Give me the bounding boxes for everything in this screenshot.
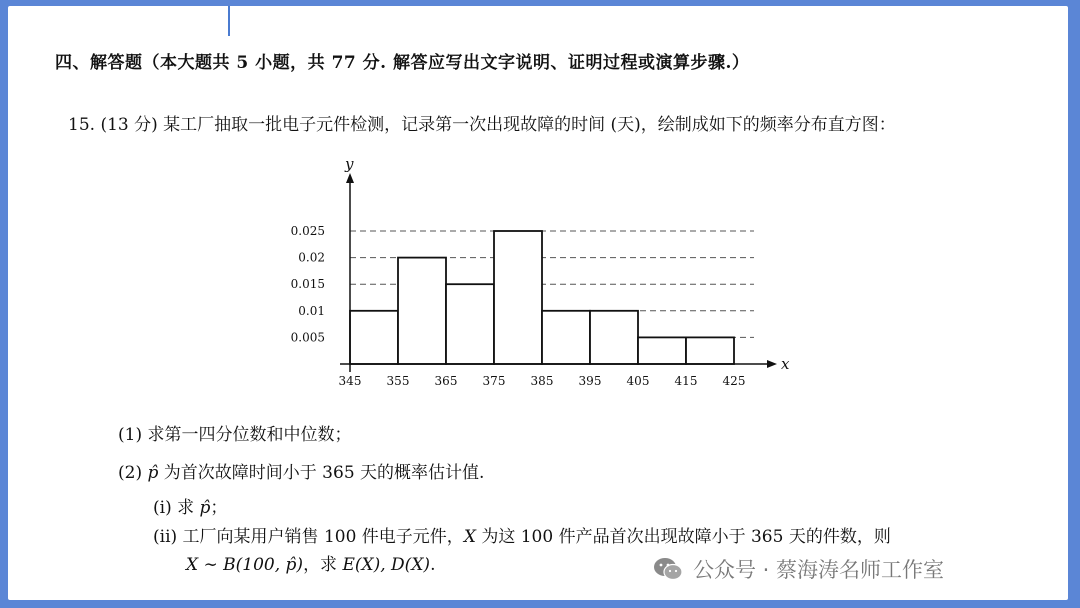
- question-2-phat: p̂: [147, 463, 159, 483]
- document-page: [8, 6, 1068, 600]
- histogram-bar: [398, 258, 446, 364]
- top-divider: [228, 6, 230, 36]
- histogram-bar: [638, 337, 686, 364]
- question-2-ii-text-c: ，求: [303, 555, 343, 575]
- question-2-i: [153, 493, 227, 518]
- problem-statement: 15. (13 分) 某工厂抽取一批电子元件检测，记录第一次出现故障的时间 (天)，绘制成如下的频率分布直方图：: [68, 115, 896, 135]
- x-tick-label: 415: [674, 374, 698, 388]
- x-tick-label: 345: [338, 374, 362, 388]
- watermark: [653, 554, 944, 584]
- histogram-bar: [350, 311, 398, 364]
- question-2-ii-text-a: (ii) 工厂向某用户销售 100 件电子元件，: [153, 527, 464, 547]
- x-axis-label: x: [781, 355, 790, 373]
- y-tick-label: 0.015: [290, 277, 325, 292]
- histogram-bar: [494, 231, 542, 364]
- question-2-ii-x: X: [463, 527, 476, 547]
- question-1: (1) 求第一四分位数和中位数；: [118, 425, 352, 445]
- question-2-i-phat: p̂: [199, 498, 211, 518]
- question-2-ii-distribution: X ∼ B(100, p̂): [186, 555, 304, 575]
- x-tick-label: 405: [626, 374, 650, 388]
- question-2-ii-text-d: .: [430, 555, 436, 575]
- question-2-ii-expectation: E(X), D(X): [342, 555, 431, 575]
- histogram-chart: [288, 151, 848, 396]
- x-tick-label: 385: [530, 374, 554, 388]
- y-tick-label: 0.01: [298, 303, 325, 318]
- y-axis-arrow: [346, 173, 354, 183]
- question-2-ii-text-b: 为这 100 件产品首次出现故障小于 365 天的件数，则: [475, 527, 891, 547]
- histogram-bar: [590, 311, 638, 364]
- y-tick-label: 0.025: [290, 224, 325, 238]
- x-tick-label: 375: [482, 374, 506, 388]
- question-2-prefix: (2): [118, 463, 148, 483]
- x-tick-label: 425: [722, 374, 746, 388]
- x-axis-arrow: [767, 360, 777, 368]
- wechat-icon: [653, 556, 683, 582]
- histogram-bar: [542, 311, 590, 364]
- question-2-i-suffix: ；: [210, 498, 228, 518]
- question-2-rest: 为首次故障时间小于 365 天的概率估计值.: [158, 463, 485, 483]
- watermark-text: 公众号 · 蔡海涛名师工作室: [693, 558, 945, 582]
- y-tick-label: 0.005: [290, 330, 325, 345]
- y-axis-label: y: [345, 155, 354, 173]
- question-2-ii-line-1: [153, 522, 891, 547]
- question-2-ii-line-2: [186, 550, 435, 575]
- x-tick-label: 355: [386, 374, 410, 388]
- question-2: [118, 458, 484, 483]
- histogram-bar: [686, 337, 734, 364]
- y-tick-label: 0.02: [298, 250, 325, 265]
- question-2-i-prefix: (i) 求: [153, 498, 200, 518]
- x-tick-label: 365: [434, 374, 458, 388]
- x-tick-label: 395: [578, 374, 602, 388]
- histogram-bar: [446, 284, 494, 364]
- histogram-svg: [288, 151, 848, 396]
- section-title: 四、解答题（本大题共 5 小题，共 77 分. 解答应写出文字说明、证明过程或演算步骤.）: [55, 53, 750, 73]
